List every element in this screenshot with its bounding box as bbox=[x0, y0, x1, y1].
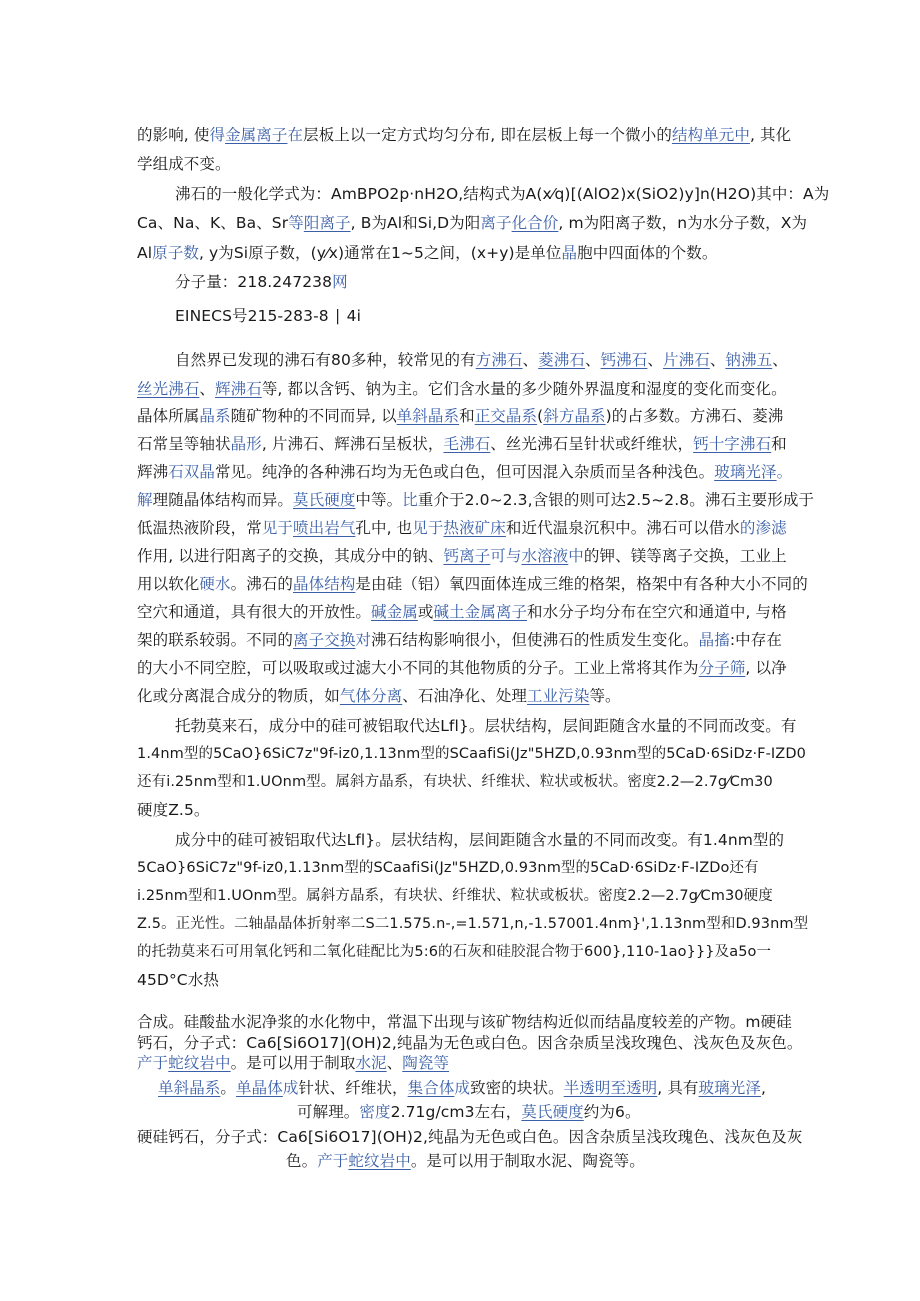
text-run: 硬度Z.5。 bbox=[137, 801, 210, 819]
text-line bbox=[175, 829, 784, 851]
text-run: 。沸石的 bbox=[230, 575, 294, 593]
text-run: 沸石的一般化学式为：AmBPO2p·nH2O,结构式为A(x⁄q)[(AlO2)x(SiO2)y]n(H2O)其中：A为 bbox=[175, 185, 830, 203]
text-run: 中等。 bbox=[355, 491, 403, 509]
text-link[interactable]: 碱土金属离子 bbox=[433, 603, 528, 621]
text-run: 沸石结构影响很小，但使沸石的性质发生变化。 bbox=[371, 631, 699, 649]
text-link[interactable]: 蛇纹岩中 bbox=[168, 1054, 231, 1072]
text-link[interactable]: 单斜晶系 bbox=[158, 1079, 221, 1097]
text-run: 等。 bbox=[589, 687, 621, 705]
text-link[interactable]: 成 bbox=[282, 1079, 299, 1097]
text-link[interactable]: 毛沸石 bbox=[443, 435, 491, 453]
text-run: 致密的块状。 bbox=[470, 1079, 564, 1097]
text-run: 辉沸 bbox=[137, 463, 169, 481]
text-link[interactable]: 水泥 bbox=[355, 1054, 387, 1072]
text-link[interactable]: 片沸石 bbox=[663, 351, 710, 369]
text-line bbox=[137, 489, 814, 511]
text-run: 。是可以用于制取水泥、陶瓷等。 bbox=[410, 1152, 645, 1170]
text-link[interactable]: 化合价 bbox=[511, 214, 559, 232]
text-run: 或 bbox=[417, 603, 434, 621]
text-line bbox=[137, 517, 787, 539]
text-run: 、 bbox=[522, 351, 539, 369]
text-run: 晶体所属 bbox=[137, 407, 200, 425]
text-line bbox=[137, 461, 792, 483]
text-run: 理随晶体结构而异。 bbox=[152, 491, 294, 509]
text-run: 重介于2.0~2.3,含银的则可达2.5~2.8。沸石主要形成于 bbox=[417, 491, 815, 509]
text-link[interactable]: 单晶体 bbox=[236, 1079, 283, 1097]
text-run: 孔中, 也 bbox=[355, 519, 413, 537]
text-link[interactable]: 成 bbox=[454, 1079, 471, 1097]
text-link[interactable]: 密度 bbox=[359, 1103, 391, 1121]
text-link[interactable]: 中 bbox=[568, 547, 584, 565]
text-link[interactable]: 原子数 bbox=[152, 244, 199, 262]
text-run: )的占多数。方沸石、菱沸 bbox=[605, 407, 784, 425]
text-link[interactable]: 钙离子 bbox=[443, 547, 491, 565]
text-run: , y为Si原子数，(y⁄x)通常在1~5之间，(x+y)是单位 bbox=[198, 244, 562, 262]
text-link[interactable]: 晶形 bbox=[230, 435, 262, 453]
text-run: ( bbox=[537, 407, 544, 425]
text-run: 钙石，分子式：Ca6[Si6O17](OH)2,纯晶为无色或白色。因含杂质呈浅玫瑰色、浅灰色及灰色。 bbox=[137, 1034, 803, 1052]
text-link[interactable]: 于 bbox=[152, 1054, 169, 1072]
text-link[interactable]: 离子交换 bbox=[293, 631, 356, 649]
text-run: :中存在 bbox=[729, 631, 782, 649]
text-run: 层板上以一定方式均匀分布, 即在层板上每一个微小的 bbox=[303, 126, 672, 144]
text-run: i.25nm型和1.UOnm型。属斜方晶系，有块状、纤维状、粒状或板状。密度2.2—2.7g⁄Cm30硬度 bbox=[137, 888, 773, 904]
text-line bbox=[158, 1077, 766, 1099]
text-run: 空穴和通道，具有很大的开放性。 bbox=[137, 603, 372, 621]
text-run: 、 bbox=[709, 351, 726, 369]
text-line bbox=[137, 771, 773, 793]
text-run: , 具有 bbox=[657, 1079, 699, 1097]
text-run: 约为6。 bbox=[583, 1103, 641, 1121]
text-link[interactable]: 比 bbox=[402, 491, 418, 509]
text-run: 的钾、镁等离子交换，工业上 bbox=[583, 547, 787, 565]
text-line bbox=[137, 545, 787, 567]
text-line bbox=[137, 1011, 792, 1033]
text-run: , bbox=[760, 1079, 766, 1097]
text-run: 石常呈等轴状 bbox=[137, 435, 231, 453]
text-run: 和 bbox=[459, 407, 475, 425]
text-run: 用以软化 bbox=[137, 575, 200, 593]
text-run: 是由硅（铝）氧四面体连成三维的格架，格架中有各种大小不同的 bbox=[355, 575, 808, 593]
text-link[interactable]: 正交晶系 bbox=[474, 407, 538, 425]
text-link[interactable]: 钠沸五 bbox=[725, 351, 773, 369]
text-run: 的大小不同空腔，可以吸取或过滤大小不同的其他物质的分子。工业上常将其作为 bbox=[137, 659, 699, 677]
text-run: Ca、Na、K、Ba、Sr bbox=[137, 214, 289, 232]
text-line bbox=[175, 715, 796, 737]
text-run: 学组成不变。 bbox=[137, 155, 231, 173]
text-line bbox=[137, 941, 771, 963]
text-run: 还有i.25nm型和1.UOnm型。属斜方晶系，有块状、纤维状、粒状或板状。密度2.2—2.7g⁄Cm30 bbox=[137, 774, 773, 790]
text-line bbox=[137, 629, 782, 651]
text-link[interactable]: 晶 bbox=[561, 244, 578, 262]
text-link[interactable]: 分子筛 bbox=[698, 659, 746, 677]
text-link[interactable]: 金属离子 bbox=[225, 126, 288, 144]
text-line bbox=[297, 1101, 641, 1123]
text-run: 。是可以用于制取 bbox=[230, 1054, 356, 1072]
text-run: , 片沸石、辉沸石呈板状， bbox=[261, 435, 444, 453]
text-run: 。 bbox=[220, 1079, 237, 1097]
text-run: 和 bbox=[771, 435, 787, 453]
text-line bbox=[137, 743, 806, 765]
text-run: , m为阳离子数，n为水分子数，X为 bbox=[558, 214, 808, 232]
text-link[interactable]: 网 bbox=[332, 273, 348, 291]
text-link[interactable]: 莫氏硬度 bbox=[521, 1103, 584, 1121]
text-link[interactable]: 产于 bbox=[317, 1152, 349, 1170]
text-line bbox=[137, 405, 783, 427]
text-link[interactable]: 得 bbox=[209, 126, 226, 144]
text-line bbox=[137, 657, 787, 679]
text-run: 、 bbox=[584, 351, 601, 369]
text-link[interactable]: 钙十字沸石 bbox=[693, 435, 772, 453]
text-line bbox=[175, 183, 829, 205]
text-link[interactable]: 见于 bbox=[412, 519, 444, 537]
text-line bbox=[137, 913, 808, 935]
text-run: 自然界已发现的沸石有80多种，较常见的有 bbox=[175, 351, 476, 369]
text-link[interactable]: 碱金属 bbox=[371, 603, 418, 621]
text-link[interactable]: 的渗滤 bbox=[739, 519, 787, 537]
text-line bbox=[137, 601, 787, 623]
text-link[interactable]: 莫氏硬度 bbox=[293, 491, 356, 509]
text-run: 成分中的硅可被铝取代达Lfl}。层状结构，层间距随含水量的不同而改变。有1.4nm型的 bbox=[175, 831, 785, 849]
text-link[interactable]: 工业污染 bbox=[527, 687, 590, 705]
text-line bbox=[137, 685, 621, 707]
text-run: 胞中四面体的个数。 bbox=[577, 244, 718, 262]
text-line bbox=[175, 349, 788, 371]
text-run: 托勃莫来石，成分中的硅可被铝取代达Lfl}。层状结构，层间距随含水量的不同而改变。有 bbox=[175, 717, 797, 735]
text-run: EINECS号215-283-8 ∣ 4i bbox=[175, 307, 362, 325]
text-run: 作用, 以进行阳离子的交换，其成分中的钠、 bbox=[137, 547, 444, 565]
text-run: 针状、纤维状， bbox=[298, 1079, 408, 1097]
text-link[interactable]: 喷出岩气 bbox=[293, 519, 356, 537]
text-run: , B为Al和Si,D为阳 bbox=[350, 214, 481, 232]
text-line bbox=[137, 433, 787, 455]
text-link[interactable]: 丝光沸石 bbox=[137, 380, 200, 398]
text-link[interactable]: 。 bbox=[776, 463, 793, 481]
text-run: 分子量：218.247238 bbox=[175, 273, 333, 291]
text-run: 、石油净化、处理 bbox=[402, 687, 528, 705]
text-link[interactable]: 陶瓷等 bbox=[402, 1054, 450, 1072]
text-link[interactable]: 石双晶 bbox=[168, 463, 216, 481]
text-link[interactable]: 晶体结构 bbox=[293, 575, 356, 593]
text-run: 1.4nm型的5CaO}6SiC7z"9f-iz0,1.13nm型的SCaafiSi(Jz"5HZD,0.93nm型的5CaD·6SiDz·F-IZD0 bbox=[137, 746, 806, 762]
text-line bbox=[137, 885, 773, 907]
text-line bbox=[137, 212, 807, 234]
text-run: Z.5。正光性。二轴晶晶体折射率二S二1.575.n-,=1.571,n,-1.57001.4nm}',1.13nm型和D.93nm型 bbox=[137, 916, 809, 932]
text-link[interactable]: 钙沸石 bbox=[600, 351, 648, 369]
text-link[interactable]: 等 bbox=[288, 214, 304, 232]
text-link[interactable]: 晶系 bbox=[199, 407, 231, 425]
text-run: 化或分离混合成分的物质，如 bbox=[137, 687, 340, 705]
text-run: 、 bbox=[386, 1054, 403, 1072]
text-line bbox=[137, 857, 759, 879]
text-run: 随矿物种的不同而异, 以 bbox=[230, 407, 397, 425]
text-link[interactable]: 见于 bbox=[261, 519, 294, 537]
text-link[interactable]: 蛇纹岩中 bbox=[348, 1152, 411, 1170]
text-link[interactable]: 单斜晶系 bbox=[396, 407, 460, 425]
text-link[interactable]: 玻璃光泽 bbox=[698, 1079, 761, 1097]
text-run: 等, 都以含钙、钠为主。它们含水量的多少随外界温度和湿度的变化而变化。 bbox=[261, 380, 787, 398]
text-link[interactable]: 辉沸石 bbox=[215, 380, 262, 398]
text-run: 低温热液阶段，常 bbox=[137, 519, 262, 537]
text-link[interactable]: 斜方晶系 bbox=[543, 407, 606, 425]
text-run: 色。 bbox=[286, 1152, 318, 1170]
text-run: 的影响, 使 bbox=[137, 126, 210, 144]
text-run: 45D°C水热 bbox=[137, 971, 219, 989]
text-link[interactable]: 晶搐 bbox=[698, 631, 730, 649]
text-line bbox=[137, 1126, 802, 1148]
text-run: 硬硅钙石，分子式：Ca6[Si6O17](OH)2,纯晶为无色或白色。因含杂质呈浅玫瑰色、浅灰色及灰 bbox=[137, 1128, 803, 1146]
text-link[interactable]: 可与 bbox=[490, 547, 522, 565]
text-link[interactable]: 硬水 bbox=[199, 575, 231, 593]
text-link[interactable]: 方沸石 bbox=[475, 351, 523, 369]
text-run: Al bbox=[137, 244, 153, 262]
text-link[interactable]: 水溶液 bbox=[521, 547, 569, 565]
text-link[interactable]: 菱沸石 bbox=[538, 351, 585, 369]
text-link[interactable]: 对 bbox=[355, 631, 372, 649]
text-link[interactable]: 离子 bbox=[480, 214, 512, 232]
text-line bbox=[137, 799, 210, 821]
text-link[interactable]: 气体分离 bbox=[339, 687, 403, 705]
text-link[interactable]: 阳离子 bbox=[303, 214, 351, 232]
text-line bbox=[137, 1032, 802, 1054]
text-run: 、 bbox=[199, 380, 216, 398]
text-line bbox=[137, 573, 808, 595]
text-line bbox=[137, 124, 791, 146]
text-run: 可解理。 bbox=[297, 1103, 360, 1121]
text-run: 常见。纯净的各种沸石均为无色或白色，但可因混入杂质而呈各种浅色。 bbox=[215, 463, 715, 481]
text-link[interactable]: 解 bbox=[137, 491, 153, 509]
text-line bbox=[137, 969, 219, 991]
text-run: 2.71g/cm3左右， bbox=[390, 1103, 522, 1121]
text-run: 、丝光沸石呈针状或纤维状， bbox=[490, 435, 694, 453]
text-run: 的托勃莫来石可用氧化钙和二氧化硅配比为5:6的石灰和硅胶混合物于600},110-1ao}}}及a5o一 bbox=[137, 944, 772, 960]
text-link[interactable]: 在 bbox=[287, 126, 304, 144]
text-link[interactable]: 结构单元中 bbox=[671, 126, 750, 144]
text-run: 、 bbox=[772, 351, 788, 369]
text-link[interactable]: 玻璃光泽 bbox=[714, 463, 777, 481]
text-run: 、 bbox=[647, 351, 663, 369]
text-run: 5CaO}6SiC7z"9f-iz0,1.13nm型的SCaafiSi(Jz"5HZD,0.93nm型的5CaD·6SiDz·F-IZDo还有 bbox=[137, 860, 759, 876]
text-line bbox=[175, 305, 361, 327]
text-link[interactable]: 热液矿床 bbox=[443, 519, 506, 537]
text-run: 架的联系较弱。不同的 bbox=[137, 631, 294, 649]
text-line bbox=[137, 153, 231, 175]
text-link[interactable]: 集合体 bbox=[407, 1079, 455, 1097]
text-run: 和近代温泉沉积中。沸石可以借水 bbox=[505, 519, 740, 537]
text-line bbox=[137, 378, 787, 400]
text-line bbox=[286, 1150, 645, 1172]
text-run: 合成。硅酸盐水泥净浆的水化物中，常温下出现与该矿物结构近似而结晶度较差的产物。m硬硅 bbox=[137, 1013, 792, 1031]
text-run: , 其化 bbox=[749, 126, 792, 144]
text-link[interactable]: 半透明至透明 bbox=[563, 1079, 658, 1097]
text-line bbox=[137, 242, 718, 264]
text-line bbox=[175, 271, 348, 293]
text-link[interactable]: 产 bbox=[137, 1054, 153, 1072]
text-run: 和水分子均分布在空穴和通道中, 与格 bbox=[527, 603, 787, 621]
text-run: , 以净 bbox=[745, 659, 787, 677]
text-line bbox=[137, 1052, 449, 1074]
